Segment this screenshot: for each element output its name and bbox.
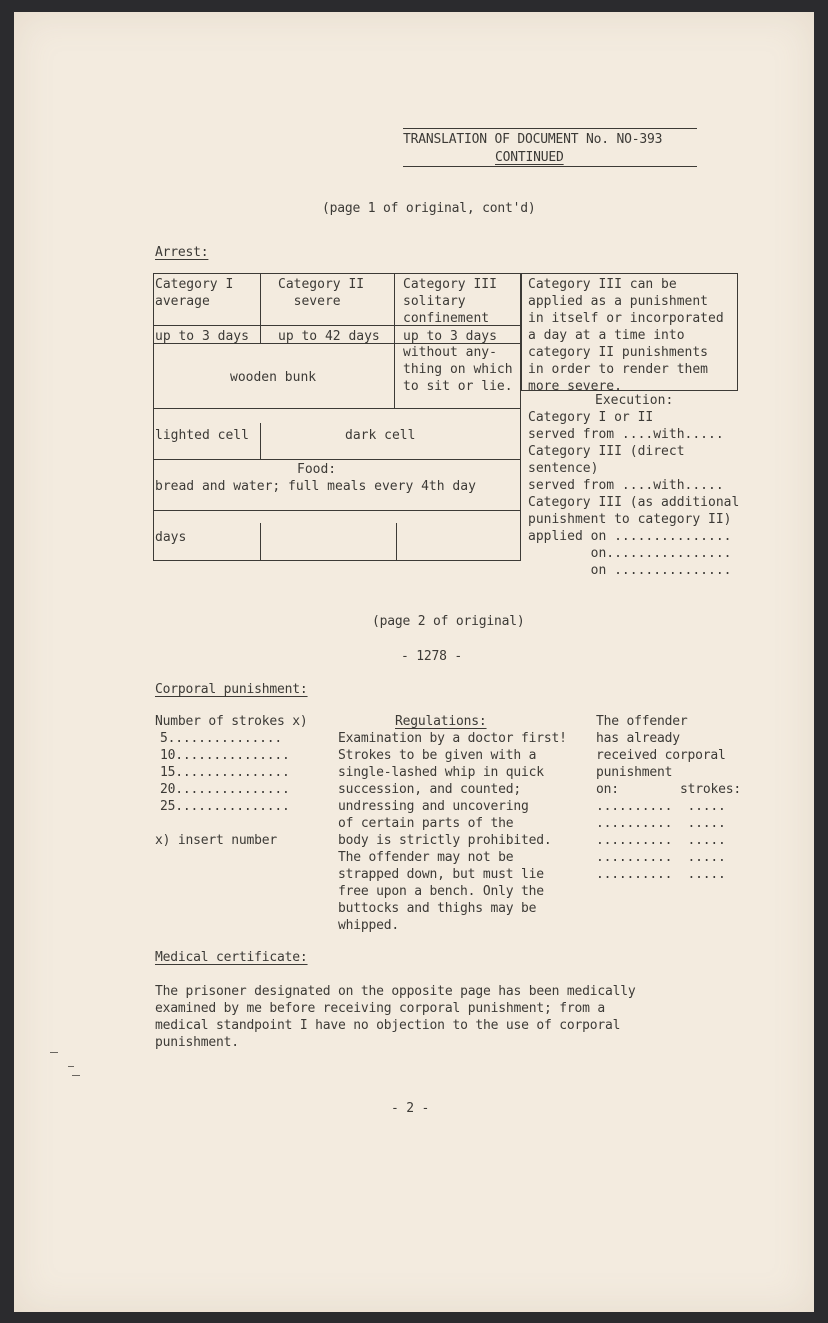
original-page-number: - 1278 -: [401, 649, 463, 664]
wooden-bunk-label: wooden bunk: [230, 370, 317, 385]
title-rule-bottom: [403, 166, 697, 167]
title-rule-top: [403, 128, 697, 129]
offender-text: The offender has already received corporal punishment: [596, 714, 726, 780]
category-1-label: Category I average: [155, 277, 234, 309]
food-description: bread and water; full meals every 4th day: [155, 479, 476, 494]
dark-cell-label: dark cell: [345, 428, 416, 443]
category-1-duration: up to 3 days: [155, 329, 249, 344]
execution-lines: Category I or II served from ....with..... Category III (direct sentence) served from ....with..... Category III (as additional punishment to category II) applied on ............... on................ on ...............: [528, 410, 740, 578]
category-2-label: Category II severe: [278, 277, 365, 309]
footer-page-number: - 2 -: [391, 1101, 430, 1116]
document-page: [14, 12, 814, 1312]
document-subtitle: CONTINUED: [495, 150, 564, 165]
category-3-label: Category III solitary confinement: [403, 277, 497, 326]
lighted-cell-label: lighted cell: [155, 428, 249, 443]
food-label: Food:: [297, 462, 337, 477]
document-title: TRANSLATION OF DOCUMENT No. NO-393: [403, 132, 663, 147]
page-reference-1: (page 1 of original, cont'd): [322, 201, 536, 216]
stray-mark: [68, 1066, 74, 1067]
without-anything-label: without any- thing on which to sit or lie.: [403, 345, 513, 394]
arrest-heading: Arrest:: [155, 245, 209, 260]
category-3-duration: up to 3 days: [403, 329, 497, 344]
execution-heading: Execution:: [595, 393, 674, 408]
strokes-list: 5............... 10............... 15............... 20............... 25...............: [160, 731, 290, 814]
offender-on-label: on:: [596, 782, 619, 797]
strokes-header: Number of strokes x): [155, 714, 308, 729]
strokes-footnote: x) insert number: [155, 833, 278, 848]
offender-dot-rows: .......... ..... .......... ..... .......... ..... .......... ..... .......... .....: [596, 799, 726, 882]
medical-certificate-text: The prisoner designated on the opposite page has been medically examined by me before receiving corporal punishment; from a medical standpoint I have no objection to the use of corporal punishment.: [155, 984, 636, 1050]
category-3-note: Category III can be applied as a punishment in itself or incorporated a day at a time into category II punishments in order to render them more severe.: [528, 277, 724, 394]
stray-mark: [72, 1075, 80, 1076]
medical-certificate-heading: Medical certificate:: [155, 950, 308, 965]
stray-mark: [50, 1052, 58, 1053]
regulations-heading: Regulations:: [395, 714, 487, 729]
page-reference-2: (page 2 of original): [372, 614, 525, 629]
corporal-punishment-heading: Corporal punishment:: [155, 682, 308, 697]
offender-strokes-label: strokes:: [680, 782, 742, 797]
category-2-duration: up to 42 days: [278, 329, 380, 344]
days-label: days: [155, 530, 187, 545]
regulations-text: Examination by a doctor first! Strokes to be given with a single-lashed whip in quick succession, and counted; undressing and uncovering of certain parts of the body is strictly prohibited. The offender may not be strapped down, but must lie free upon a bench. Only the buttocks and thighs may be whipped.: [338, 731, 567, 933]
